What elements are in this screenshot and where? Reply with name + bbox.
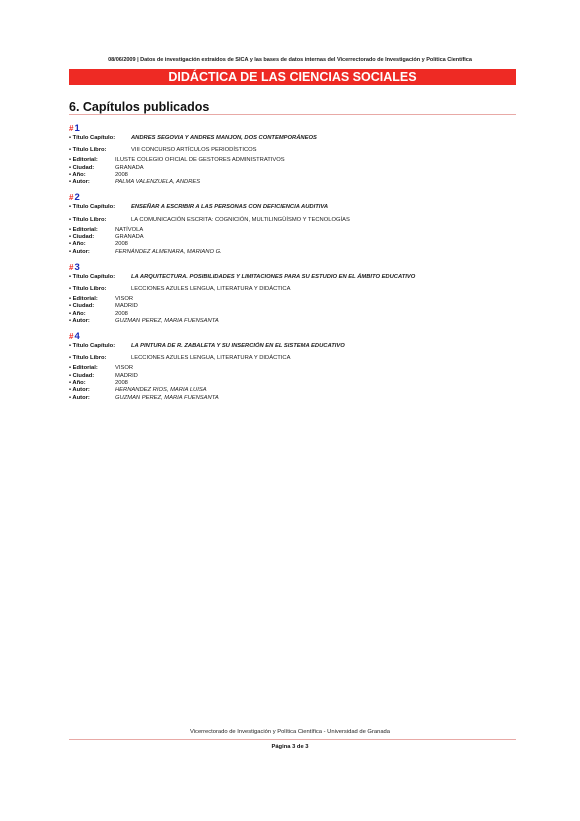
chapter-entry [69,191,516,260]
chapter-entry [69,261,516,330]
book-title-label: • Título Libro: [69,216,107,223]
author-value: GUZMAN PEREZ, MARIA FUENSANTA [115,394,219,401]
author-label: • Autor: [69,318,90,324]
book-title-row [69,286,516,293]
header-line: 08/06/2009 | Datos de investigación extraídos de SICA y las bases de datos internas del Vicerrectorado de Investigación y Política Científica [108,57,472,63]
chapter-title-value: ENSEÑAR A ESCRIBIR A LAS PERSONAS CON DEFICIENCIA AUDITIVA [131,204,328,211]
city-value: GRANADA [115,164,144,171]
book-title-row [69,147,516,154]
author-label: • Autor: [69,248,90,255]
publisher-row [69,296,516,303]
author-row [69,387,516,394]
author-value: PALMA VALENZUELA, ANDRES [115,179,201,186]
chapter-title-label: • Título Capítulo: [69,342,116,349]
book-title-label: • Título Libro: [69,355,107,362]
city-row [69,234,516,241]
city-row [69,373,516,380]
year-value: 2008 [115,241,128,248]
year-label: • Año: [69,310,86,317]
chapter-title-value: ANDRES SEGOVIA Y ANDRES MANJON, DOS CONTEMPORÁNEOS [131,135,317,141]
entry-number [69,330,516,343]
year-value: 2008 [115,171,128,178]
publisher-row [69,365,516,372]
chapter-entry [69,122,516,191]
book-title-value: LA COMUNICACIÓN ESCRITA: COGNICIÓN, MULTILINGÜÍSMO Y TECNOLOGÍAS [131,216,350,223]
entry-number [69,261,516,274]
year-row [69,172,516,179]
chapter-title-label: • Título Capítulo: [69,135,116,141]
author-value: HERNANDEZ RIOS, MARIA LUISA [115,387,207,394]
author-row [69,395,516,402]
section-divider [69,114,516,115]
chapter-title-row [69,204,516,211]
page-number: Página 3 de 3 [271,744,309,750]
book-title-value: LECCIONES AZULES LENGUA, LITERATURA Y DIDÁCTICA [131,286,291,293]
chapter-title-value: LA PINTURA DE R. ZABALETA Y SU INSERCIÓN EN EL SISTEMA EDUCATIVO [131,342,345,349]
publisher-label: • Editorial: [69,295,98,302]
publisher-row [69,227,516,234]
year-value: 2008 [115,379,128,386]
city-label: • Ciudad: [69,303,95,310]
entry-number-value: 2 [74,192,80,204]
year-label: • Año: [69,241,86,248]
title-banner [69,69,516,85]
entry-number [69,191,516,204]
author-row [69,249,516,256]
year-label: • Año: [69,171,86,178]
entry-number-value: 1 [74,123,80,134]
chapter-title-value: LA ARQUITECTURA. POSIBILIDADES Y LIMITACIONES PARA SU ESTUDIO EN EL ÁMBITO EDUCATIVO [131,273,416,280]
book-title-label: • Título Libro: [69,147,107,154]
footer-divider [69,739,516,740]
entry-number [69,122,516,135]
hash-icon: # [69,331,74,341]
book-title-row [69,217,516,224]
chapter-title-label: • Título Capítulo: [69,273,116,280]
publisher-value: VISOR [115,295,134,302]
hash-icon: # [69,193,74,203]
city-row [69,303,516,310]
document-title: DIDÁCTICA DE LAS CIENCIAS SOCIALES [168,70,417,84]
chapter-title-row [69,135,516,142]
publisher-label: • Editorial: [69,365,98,372]
book-title-row [69,355,516,362]
hash-icon: # [69,124,74,133]
city-label: • Ciudad: [69,164,95,171]
city-label: • Ciudad: [69,233,95,240]
chapter-title-label: • Título Capítulo: [69,204,116,211]
city-value: MADRID [115,303,138,310]
publisher-label: • Editorial: [69,157,98,164]
book-title-value: VIII CONCURSO ARTÍCULOS PERIODÍSTICOS [131,147,257,154]
author-label: • Autor: [69,179,90,186]
entry-number-value: 3 [74,261,80,273]
book-title-label: • Título Libro: [69,286,107,293]
hash-icon: # [69,262,74,272]
year-label: • Año: [69,379,86,386]
publisher-value: NATÍVOLA [115,226,144,233]
chapter-entry [69,330,516,407]
city-label: • Ciudad: [69,372,95,379]
author-row [69,318,516,325]
author-value: FERNÁNDEZ ALMENARA, MARIANO G. [115,248,222,255]
author-label: • Autor: [69,394,90,401]
year-row [69,380,516,387]
section-title: 6. Capítulos publicados [69,100,210,114]
publisher-value: VISOR [115,365,134,372]
publisher-row [69,157,516,164]
city-value: MADRID [115,372,138,379]
city-row [69,165,516,172]
year-row [69,311,516,318]
author-label: • Autor: [69,387,90,394]
chapter-title-row [69,343,516,350]
publisher-value: ILUSTE COLEGIO OFICIAL DE GESTORES ADMINISTRATIVOS [115,157,285,164]
entries-list [69,122,516,407]
footer-text: Vicerrectorado de Investigación y Política Científica - Universidad de Granada [190,729,390,735]
publisher-label: • Editorial: [69,226,98,233]
year-value: 2008 [115,310,128,317]
chapter-title-row [69,274,516,281]
year-row [69,241,516,248]
author-value: GUZMAN PEREZ, MARIA FUENSANTA [115,318,219,324]
city-value: GRANADA [115,233,144,240]
entry-number-value: 4 [74,330,80,342]
book-title-value: LECCIONES AZULES LENGUA, LITERATURA Y DIDÁCTICA [131,355,291,362]
entry-spacer [69,402,516,407]
author-row [69,179,516,186]
